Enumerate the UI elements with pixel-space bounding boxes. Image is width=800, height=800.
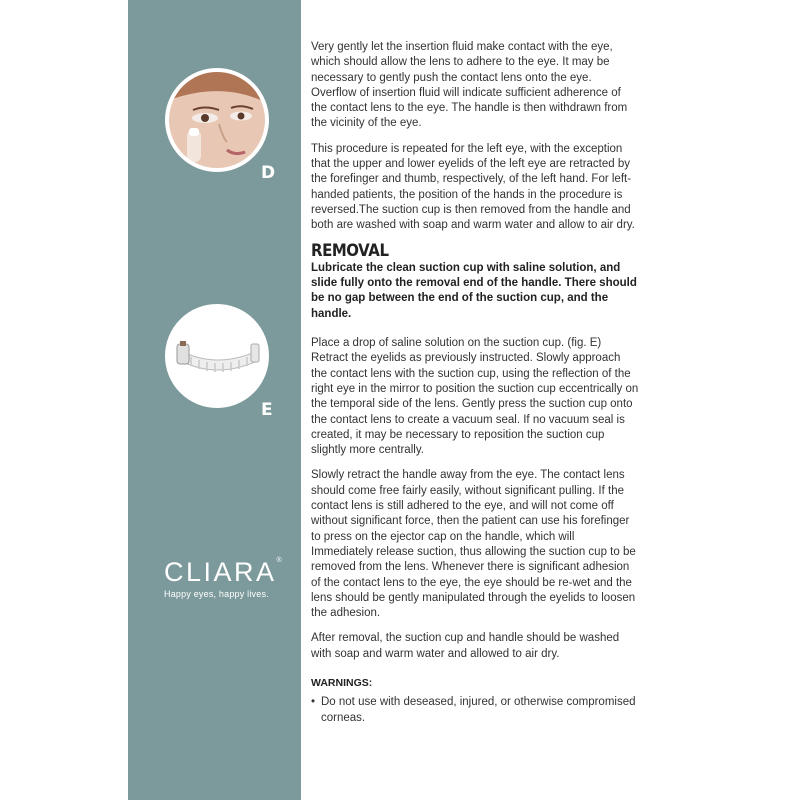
paragraph: Very gently let the insertion fluid make contact with the eye, which should allow the lens to adhere to the eye. It may be necessary to gently push the contact lens onto the eye. Overflow of insertion fluid will indicate sufficient adherence of the contact lens to the eye. The handle is then withdrawn from the vicinity of the eye. bbox=[311, 41, 628, 130]
registered-mark: ® bbox=[276, 557, 282, 564]
paragraph: After removal, the suction cup and handle should be washed with soap and warm water and allowed to air dry. bbox=[311, 632, 620, 660]
removal-intro: Lubricate the clean suction cup with saline solution, and slide fully onto the removal end of the handle. There should be no gap between the end of the suction cup, and the handle. bbox=[311, 261, 637, 320]
section-heading-removal: REMOVAL bbox=[311, 240, 389, 261]
warnings-list bbox=[311, 695, 639, 726]
figure-d-photo bbox=[165, 68, 269, 172]
warnings-heading: WARNINGS: bbox=[311, 676, 373, 689]
figure-e-photo bbox=[165, 304, 269, 408]
brand-name: CLIARA bbox=[164, 557, 277, 587]
instructions-text bbox=[311, 40, 639, 726]
paragraph: Place a drop of saline solution on the suction cup. (fig. E) Retract the eyelids as previously instructed. Slowly approach the contact lens with the suction cup, using the reflection of the right eye in the mirror to position the suction cup eccentrically on the temporal side of the lens. Gently press the suction cup onto the contact lens to create a vacuum seal. If no vacuum seal is created, it may be necessary to reposition the suction cup slightly more centrally. bbox=[311, 337, 639, 457]
warning-item: • Do not use with deseased, injured, or otherwise compromised corneas. bbox=[311, 695, 639, 726]
figure-d-label: D bbox=[261, 163, 276, 183]
brand-logo bbox=[164, 557, 282, 599]
paragraph: This procedure is repeated for the left eye, with the exception that the upper and lower eyelids of the left eye are retracted by the forefinger and thumb, respectively, of the left hand. For left-handed patients, the position of the hands in the procedure is reversed.The suction cup is then removed from the handle and both are washed with soap and warm water and allow to air dry. bbox=[311, 142, 635, 232]
figure-e-label: E bbox=[261, 400, 273, 420]
paragraph: Slowly retract the handle away from the eye. The contact lens should come free fairly easily, without significant pulling. If the contact lens is still adhered to the eye, and will not come off without significant force, then the patient can use his forefinger to press on the ejector cap on the handle, which will Immediately release suction, thus allowing the suction cup to be removed from the lens. Whenever there is significant adhesion of the contact lens to the eye, the eye should be re-wet and the lens should be gently manipulated through the eyelids to loosen the adhesion. bbox=[311, 469, 636, 620]
brand-tagline: Happy eyes, happy lives. bbox=[164, 589, 269, 599]
